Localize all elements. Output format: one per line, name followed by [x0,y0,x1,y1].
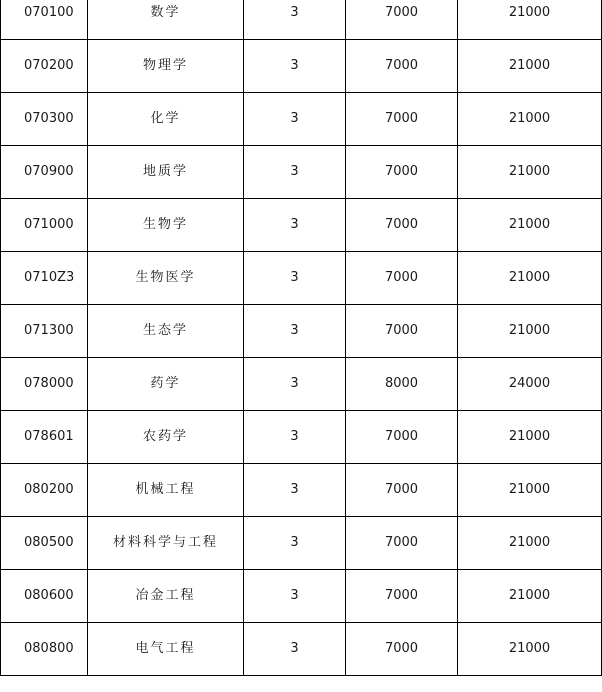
major-code-cell: 080200 [1,464,88,517]
total-fee-cell: 21000 [458,464,602,517]
major-code-cell: 080600 [1,570,88,623]
table-row [1,570,602,623]
major-name-cell: 机械工程 [88,464,244,517]
annual-fee-cell: 8000 [346,358,458,411]
total-fee-cell: 21000 [458,517,602,570]
program-years-cell: 3 [244,146,346,199]
total-fee-cell: 21000 [458,93,602,146]
major-code-cell: 078601 [1,411,88,464]
major-name-cell: 地质学 [88,146,244,199]
annual-fee-cell: 7000 [346,199,458,252]
annual-fee-cell: 7000 [346,252,458,305]
table-row [1,517,602,570]
total-fee-cell: 21000 [458,252,602,305]
annual-fee-cell: 7000 [346,517,458,570]
program-years-cell: 3 [244,305,346,358]
program-years-cell: 3 [244,358,346,411]
major-name-cell: 电气工程 [88,623,244,676]
major-name-cell: 材料科学与工程 [88,517,244,570]
total-fee-cell: 21000 [458,623,602,676]
total-fee-cell: 24000 [458,358,602,411]
major-name-cell: 冶金工程 [88,570,244,623]
major-code-cell: 080500 [1,517,88,570]
total-fee-cell: 21000 [458,0,602,40]
major-name-cell: 物理学 [88,40,244,93]
table-row [1,623,602,676]
major-name-cell: 化学 [88,93,244,146]
table-row [1,199,602,252]
major-code-cell: 070200 [1,40,88,93]
major-name-cell: 生态学 [88,305,244,358]
major-code-cell: 071000 [1,199,88,252]
annual-fee-cell: 7000 [346,623,458,676]
table-row [1,411,602,464]
table-row [1,305,602,358]
total-fee-cell: 21000 [458,199,602,252]
major-name-cell: 药学 [88,358,244,411]
total-fee-cell: 21000 [458,305,602,358]
table-row [1,146,602,199]
annual-fee-cell: 7000 [346,0,458,40]
program-years-cell: 3 [244,570,346,623]
major-code-cell: 070900 [1,146,88,199]
annual-fee-cell: 7000 [346,305,458,358]
annual-fee-cell: 7000 [346,146,458,199]
major-code-cell: 070100 [1,0,88,40]
major-name-cell: 生物医学 [88,252,244,305]
major-code-cell: 070300 [1,93,88,146]
program-years-cell: 3 [244,623,346,676]
total-fee-cell: 21000 [458,570,602,623]
annual-fee-cell: 7000 [346,411,458,464]
table-row [1,93,602,146]
table-row [1,0,602,40]
major-name-cell: 数学 [88,0,244,40]
program-years-cell: 3 [244,40,346,93]
program-years-cell: 3 [244,252,346,305]
program-years-cell: 3 [244,411,346,464]
table-row [1,40,602,93]
annual-fee-cell: 7000 [346,40,458,93]
program-years-cell: 3 [244,464,346,517]
major-name-cell: 农药学 [88,411,244,464]
major-code-cell: 0710Z3 [1,252,88,305]
total-fee-cell: 21000 [458,40,602,93]
major-name-cell: 生物学 [88,199,244,252]
table-row [1,358,602,411]
total-fee-cell: 21000 [458,146,602,199]
program-years-cell: 3 [244,517,346,570]
major-code-cell: 080800 [1,623,88,676]
major-code-cell: 078000 [1,358,88,411]
table-row [1,252,602,305]
program-years-cell: 3 [244,93,346,146]
annual-fee-cell: 7000 [346,570,458,623]
annual-fee-cell: 7000 [346,464,458,517]
table-row [1,464,602,517]
total-fee-cell: 21000 [458,411,602,464]
program-years-cell: 3 [244,0,346,40]
program-years-cell: 3 [244,199,346,252]
major-code-cell: 071300 [1,305,88,358]
annual-fee-cell: 7000 [346,93,458,146]
